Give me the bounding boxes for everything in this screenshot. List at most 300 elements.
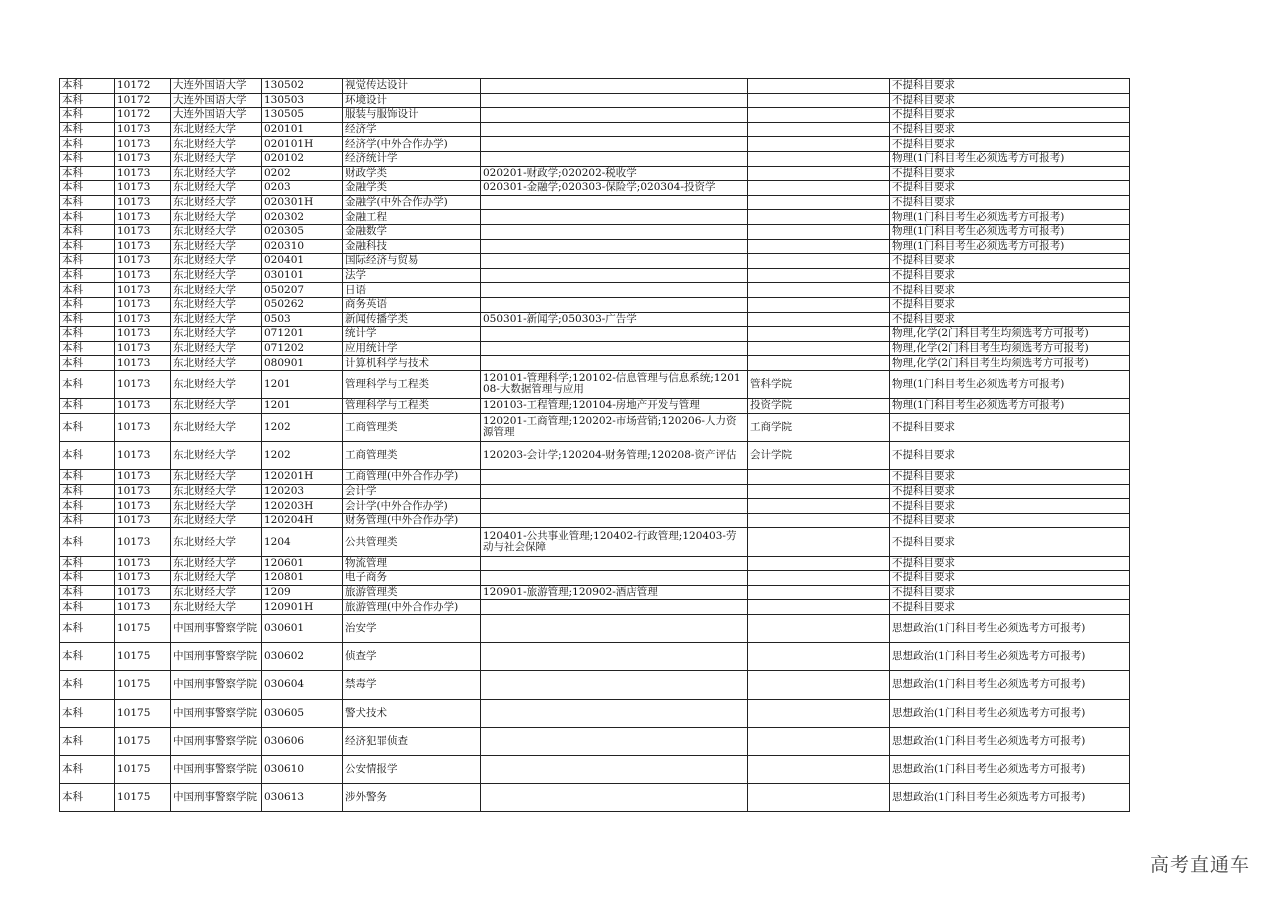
- major-name-cell: 涉外警务: [343, 784, 481, 812]
- major-code-cell: 120601: [262, 556, 343, 571]
- school-name-cell: 中国刑事警察学院: [171, 784, 262, 812]
- requirement-cell: 不提科目要求: [890, 571, 1130, 586]
- school-code-cell: 10175: [115, 784, 171, 812]
- major-code-cell: 020301H: [262, 195, 343, 210]
- school-code-cell: 10173: [115, 571, 171, 586]
- major-name-cell: 国际经济与贸易: [343, 254, 481, 269]
- level-cell: 本科: [60, 341, 115, 356]
- college-cell: [748, 268, 890, 283]
- major-name-cell: 管理科学与工程类: [343, 370, 481, 398]
- level-cell: 本科: [60, 585, 115, 600]
- requirement-cell: 不提科目要求: [890, 585, 1130, 600]
- school-name-cell: 东北财经大学: [171, 268, 262, 283]
- included-majors-cell: [481, 614, 748, 642]
- major-code-cell: 020101H: [262, 137, 343, 152]
- school-code-cell: 10173: [115, 556, 171, 571]
- college-cell: [748, 727, 890, 755]
- included-majors-cell: [481, 784, 748, 812]
- table-row: [60, 556, 1130, 571]
- college-cell: [748, 254, 890, 269]
- school-name-cell: 东北财经大学: [171, 556, 262, 571]
- school-name-cell: 东北财经大学: [171, 283, 262, 298]
- school-code-cell: 10173: [115, 181, 171, 196]
- requirement-cell: 物理,化学(2门科目考生均须选考方可报考): [890, 356, 1130, 371]
- requirement-cell: 不提科目要求: [890, 108, 1130, 123]
- school-name-cell: 东北财经大学: [171, 122, 262, 137]
- included-majors-cell: [481, 671, 748, 699]
- school-name-cell: 东北财经大学: [171, 600, 262, 615]
- included-majors-cell: [481, 699, 748, 727]
- major-name-cell: 警犬技术: [343, 699, 481, 727]
- school-code-cell: 10173: [115, 441, 171, 469]
- table-row: [60, 151, 1130, 166]
- requirement-cell: 不提科目要求: [890, 79, 1130, 94]
- included-majors-cell: 050301-新闻学;050303-广告学: [481, 312, 748, 327]
- table-row: [60, 108, 1130, 123]
- level-cell: 本科: [60, 755, 115, 783]
- level-cell: 本科: [60, 268, 115, 283]
- table-row: [60, 484, 1130, 499]
- school-code-cell: 10172: [115, 108, 171, 123]
- major-code-cell: 0203: [262, 181, 343, 196]
- major-code-cell: 050262: [262, 297, 343, 312]
- college-cell: [748, 614, 890, 642]
- school-code-cell: 10173: [115, 341, 171, 356]
- major-code-cell: 071202: [262, 341, 343, 356]
- major-name-cell: 日语: [343, 283, 481, 298]
- college-cell: [748, 108, 890, 123]
- major-code-cell: 1202: [262, 441, 343, 469]
- level-cell: 本科: [60, 441, 115, 469]
- requirement-cell: 物理(1门科目考生必须选考方可报考): [890, 224, 1130, 239]
- level-cell: 本科: [60, 727, 115, 755]
- table-row: [60, 224, 1130, 239]
- level-cell: 本科: [60, 643, 115, 671]
- school-name-cell: 东北财经大学: [171, 356, 262, 371]
- school-code-cell: 10173: [115, 585, 171, 600]
- school-code-cell: 10173: [115, 195, 171, 210]
- level-cell: 本科: [60, 224, 115, 239]
- level-cell: 本科: [60, 484, 115, 499]
- school-code-cell: 10175: [115, 671, 171, 699]
- college-cell: [748, 585, 890, 600]
- college-cell: [748, 356, 890, 371]
- school-name-cell: 东北财经大学: [171, 413, 262, 441]
- college-cell: [748, 283, 890, 298]
- school-name-cell: 东北财经大学: [171, 151, 262, 166]
- included-majors-cell: [481, 151, 748, 166]
- level-cell: 本科: [60, 210, 115, 225]
- college-cell: [748, 499, 890, 514]
- major-name-cell: 环境设计: [343, 93, 481, 108]
- requirement-cell: 不提科目要求: [890, 254, 1130, 269]
- school-code-cell: 10173: [115, 327, 171, 342]
- major-code-cell: 030606: [262, 727, 343, 755]
- college-cell: [748, 571, 890, 586]
- requirement-cell: 不提科目要求: [890, 297, 1130, 312]
- major-code-cell: 0503: [262, 312, 343, 327]
- major-name-cell: 统计学: [343, 327, 481, 342]
- level-cell: 本科: [60, 297, 115, 312]
- level-cell: 本科: [60, 356, 115, 371]
- major-code-cell: 130502: [262, 79, 343, 94]
- college-cell: [748, 166, 890, 181]
- table-row: [60, 327, 1130, 342]
- requirement-cell: 不提科目要求: [890, 166, 1130, 181]
- college-cell: [748, 556, 890, 571]
- school-code-cell: 10175: [115, 614, 171, 642]
- level-cell: 本科: [60, 151, 115, 166]
- major-code-cell: 030605: [262, 699, 343, 727]
- watermark-text: 高考直通车: [1149, 854, 1250, 876]
- requirement-cell: 不提科目要求: [890, 528, 1130, 556]
- major-name-cell: 新闻传播学类: [343, 312, 481, 327]
- level-cell: 本科: [60, 181, 115, 196]
- level-cell: 本科: [60, 600, 115, 615]
- requirement-cell: 思想政治(1门科目考生必须选考方可报考): [890, 614, 1130, 642]
- table-row: [60, 122, 1130, 137]
- school-name-cell: 中国刑事警察学院: [171, 671, 262, 699]
- table-row: [60, 283, 1130, 298]
- requirement-cell: 不提科目要求: [890, 195, 1130, 210]
- major-name-cell: 电子商务: [343, 571, 481, 586]
- level-cell: 本科: [60, 571, 115, 586]
- requirement-cell: 不提科目要求: [890, 122, 1130, 137]
- school-name-cell: 东北财经大学: [171, 571, 262, 586]
- major-name-cell: 计算机科学与技术: [343, 356, 481, 371]
- school-code-cell: 10173: [115, 413, 171, 441]
- level-cell: 本科: [60, 671, 115, 699]
- major-code-cell: 030613: [262, 784, 343, 812]
- level-cell: 本科: [60, 528, 115, 556]
- major-name-cell: 旅游管理类: [343, 585, 481, 600]
- school-code-cell: 10173: [115, 210, 171, 225]
- school-name-cell: 东北财经大学: [171, 399, 262, 414]
- school-code-cell: 10173: [115, 283, 171, 298]
- major-code-cell: 120901H: [262, 600, 343, 615]
- school-name-cell: 大连外国语大学: [171, 79, 262, 94]
- level-cell: 本科: [60, 108, 115, 123]
- major-code-cell: 071201: [262, 327, 343, 342]
- major-name-cell: 物流管理: [343, 556, 481, 571]
- major-code-cell: 120801: [262, 571, 343, 586]
- major-name-cell: 财政学类: [343, 166, 481, 181]
- major-name-cell: 金融科技: [343, 239, 481, 254]
- school-name-cell: 东北财经大学: [171, 528, 262, 556]
- requirement-cell: 思想政治(1门科目考生必须选考方可报考): [890, 671, 1130, 699]
- table-row: [60, 370, 1130, 398]
- table-row: [60, 181, 1130, 196]
- major-code-cell: 080901: [262, 356, 343, 371]
- school-name-cell: 东北财经大学: [171, 499, 262, 514]
- college-cell: [748, 528, 890, 556]
- table-row: [60, 600, 1130, 615]
- requirement-cell: 不提科目要求: [890, 312, 1130, 327]
- school-name-cell: 东北财经大学: [171, 484, 262, 499]
- major-code-cell: 120203: [262, 484, 343, 499]
- table-row: [60, 166, 1130, 181]
- major-code-cell: 1202: [262, 413, 343, 441]
- level-cell: 本科: [60, 413, 115, 441]
- college-cell: 投资学院: [748, 399, 890, 414]
- included-majors-cell: 020201-财政学;020202-税收学: [481, 166, 748, 181]
- requirement-cell: 不提科目要求: [890, 600, 1130, 615]
- major-code-cell: 1204: [262, 528, 343, 556]
- major-name-cell: 工商管理(中外合作办学): [343, 470, 481, 485]
- major-code-cell: 120201H: [262, 470, 343, 485]
- school-code-cell: 10173: [115, 370, 171, 398]
- college-cell: [748, 643, 890, 671]
- included-majors-cell: 120103-工程管理;120104-房地产开发与管理: [481, 399, 748, 414]
- table-row: [60, 571, 1130, 586]
- major-name-cell: 经济统计学: [343, 151, 481, 166]
- level-cell: 本科: [60, 195, 115, 210]
- college-cell: [748, 484, 890, 499]
- major-name-cell: 金融学类: [343, 181, 481, 196]
- school-name-cell: 中国刑事警察学院: [171, 727, 262, 755]
- major-name-cell: 禁毒学: [343, 671, 481, 699]
- included-majors-cell: [481, 137, 748, 152]
- school-code-cell: 10173: [115, 484, 171, 499]
- enrollment-table: [59, 78, 1130, 812]
- level-cell: 本科: [60, 784, 115, 812]
- table-row: [60, 470, 1130, 485]
- requirement-cell: 物理(1门科目考生必须选考方可报考): [890, 151, 1130, 166]
- school-name-cell: 东北财经大学: [171, 312, 262, 327]
- school-name-cell: 东北财经大学: [171, 224, 262, 239]
- included-majors-cell: [481, 571, 748, 586]
- requirement-cell: 不提科目要求: [890, 470, 1130, 485]
- major-code-cell: 020305: [262, 224, 343, 239]
- included-majors-cell: [481, 297, 748, 312]
- table-row: [60, 297, 1130, 312]
- table-row: [60, 727, 1130, 755]
- school-code-cell: 10173: [115, 122, 171, 137]
- college-cell: [748, 137, 890, 152]
- requirement-cell: 思想政治(1门科目考生必须选考方可报考): [890, 643, 1130, 671]
- major-code-cell: 020310: [262, 239, 343, 254]
- table-row: [60, 755, 1130, 783]
- requirement-cell: 物理(1门科目考生必须选考方可报考): [890, 210, 1130, 225]
- school-code-cell: 10172: [115, 79, 171, 94]
- major-name-cell: 工商管理类: [343, 441, 481, 469]
- college-cell: [748, 470, 890, 485]
- table-row: [60, 699, 1130, 727]
- requirement-cell: 思想政治(1门科目考生必须选考方可报考): [890, 784, 1130, 812]
- college-cell: [748, 784, 890, 812]
- college-cell: 工商学院: [748, 413, 890, 441]
- school-code-cell: 10175: [115, 755, 171, 783]
- requirement-cell: 物理,化学(2门科目考生均须选考方可报考): [890, 341, 1130, 356]
- included-majors-cell: [481, 643, 748, 671]
- included-majors-cell: [481, 484, 748, 499]
- requirement-cell: 思想政治(1门科目考生必须选考方可报考): [890, 727, 1130, 755]
- major-code-cell: 030602: [262, 643, 343, 671]
- included-majors-cell: [481, 122, 748, 137]
- school-name-cell: 中国刑事警察学院: [171, 643, 262, 671]
- major-code-cell: 030604: [262, 671, 343, 699]
- major-name-cell: 经济犯罪侦查: [343, 727, 481, 755]
- table-row: [60, 585, 1130, 600]
- school-code-cell: 10172: [115, 93, 171, 108]
- college-cell: 管科学院: [748, 370, 890, 398]
- requirement-cell: 物理(1门科目考生必须选考方可报考): [890, 239, 1130, 254]
- requirement-cell: 物理(1门科目考生必须选考方可报考): [890, 399, 1130, 414]
- school-name-cell: 东北财经大学: [171, 370, 262, 398]
- school-name-cell: 东北财经大学: [171, 181, 262, 196]
- level-cell: 本科: [60, 499, 115, 514]
- major-code-cell: 130503: [262, 93, 343, 108]
- major-name-cell: 法学: [343, 268, 481, 283]
- table-row: [60, 513, 1130, 528]
- included-majors-cell: 120201-工商管理;120202-市场营销;120206-人力资源管理: [481, 413, 748, 441]
- school-code-cell: 10173: [115, 312, 171, 327]
- table-row: [60, 441, 1130, 469]
- included-majors-cell: [481, 210, 748, 225]
- table-row: [60, 399, 1130, 414]
- school-name-cell: 东北财经大学: [171, 166, 262, 181]
- school-code-cell: 10173: [115, 399, 171, 414]
- level-cell: 本科: [60, 137, 115, 152]
- level-cell: 本科: [60, 122, 115, 137]
- major-name-cell: 管理科学与工程类: [343, 399, 481, 414]
- major-name-cell: 应用统计学: [343, 341, 481, 356]
- table-row: [60, 671, 1130, 699]
- college-cell: [748, 79, 890, 94]
- school-name-cell: 东北财经大学: [171, 470, 262, 485]
- requirement-cell: 不提科目要求: [890, 93, 1130, 108]
- school-name-cell: 大连外国语大学: [171, 108, 262, 123]
- college-cell: [748, 224, 890, 239]
- major-code-cell: 030601: [262, 614, 343, 642]
- major-name-cell: 会计学: [343, 484, 481, 499]
- major-code-cell: 1201: [262, 370, 343, 398]
- requirement-cell: 不提科目要求: [890, 484, 1130, 499]
- major-code-cell: 020302: [262, 210, 343, 225]
- included-majors-cell: [481, 254, 748, 269]
- college-cell: [748, 93, 890, 108]
- included-majors-cell: [481, 727, 748, 755]
- school-code-cell: 10173: [115, 297, 171, 312]
- school-name-cell: 中国刑事警察学院: [171, 755, 262, 783]
- requirement-cell: 不提科目要求: [890, 413, 1130, 441]
- school-code-cell: 10175: [115, 699, 171, 727]
- included-majors-cell: [481, 600, 748, 615]
- major-name-cell: 财务管理(中外合作办学): [343, 513, 481, 528]
- college-cell: [748, 699, 890, 727]
- major-code-cell: 020101: [262, 122, 343, 137]
- school-name-cell: 东北财经大学: [171, 239, 262, 254]
- major-code-cell: 0202: [262, 166, 343, 181]
- requirement-cell: 思想政治(1门科目考生必须选考方可报考): [890, 699, 1130, 727]
- requirement-cell: 不提科目要求: [890, 556, 1130, 571]
- level-cell: 本科: [60, 283, 115, 298]
- requirement-cell: 物理,化学(2门科目考生均须选考方可报考): [890, 327, 1130, 342]
- included-majors-cell: [481, 268, 748, 283]
- included-majors-cell: [481, 470, 748, 485]
- college-cell: [748, 151, 890, 166]
- major-name-cell: 公共管理类: [343, 528, 481, 556]
- major-code-cell: 030610: [262, 755, 343, 783]
- college-cell: [748, 513, 890, 528]
- level-cell: 本科: [60, 166, 115, 181]
- school-code-cell: 10173: [115, 166, 171, 181]
- major-code-cell: 020102: [262, 151, 343, 166]
- requirement-cell: 不提科目要求: [890, 268, 1130, 283]
- school-name-cell: 东北财经大学: [171, 210, 262, 225]
- major-code-cell: 020401: [262, 254, 343, 269]
- major-name-cell: 金融数学: [343, 224, 481, 239]
- table-row: [60, 784, 1130, 812]
- college-cell: [748, 239, 890, 254]
- college-cell: [748, 312, 890, 327]
- school-name-cell: 东北财经大学: [171, 327, 262, 342]
- included-majors-cell: [481, 239, 748, 254]
- major-name-cell: 公安情报学: [343, 755, 481, 783]
- included-majors-cell: [481, 341, 748, 356]
- school-code-cell: 10173: [115, 499, 171, 514]
- school-code-cell: 10173: [115, 137, 171, 152]
- school-code-cell: 10173: [115, 600, 171, 615]
- included-majors-cell: [481, 356, 748, 371]
- major-name-cell: 治安学: [343, 614, 481, 642]
- school-name-cell: 大连外国语大学: [171, 93, 262, 108]
- table-row: [60, 79, 1130, 94]
- table-row: [60, 195, 1130, 210]
- included-majors-cell: [481, 79, 748, 94]
- level-cell: 本科: [60, 312, 115, 327]
- level-cell: 本科: [60, 399, 115, 414]
- major-name-cell: 旅游管理(中外合作办学): [343, 600, 481, 615]
- college-cell: [748, 181, 890, 196]
- table-row: [60, 268, 1130, 283]
- table-row: [60, 614, 1130, 642]
- college-cell: [748, 122, 890, 137]
- table-row: [60, 239, 1130, 254]
- school-code-cell: 10173: [115, 356, 171, 371]
- school-code-cell: 10173: [115, 513, 171, 528]
- level-cell: 本科: [60, 93, 115, 108]
- included-majors-cell: [481, 327, 748, 342]
- included-majors-cell: [481, 499, 748, 514]
- major-code-cell: 050207: [262, 283, 343, 298]
- table-row: [60, 254, 1130, 269]
- included-majors-cell: [481, 195, 748, 210]
- major-code-cell: 1209: [262, 585, 343, 600]
- college-cell: [748, 297, 890, 312]
- table-row: [60, 137, 1130, 152]
- school-code-cell: 10173: [115, 239, 171, 254]
- school-code-cell: 10173: [115, 254, 171, 269]
- school-code-cell: 10175: [115, 643, 171, 671]
- college-cell: [748, 755, 890, 783]
- college-cell: [748, 327, 890, 342]
- included-majors-cell: [481, 283, 748, 298]
- college-cell: [748, 195, 890, 210]
- requirement-cell: 不提科目要求: [890, 499, 1130, 514]
- school-code-cell: 10173: [115, 151, 171, 166]
- included-majors-cell: [481, 556, 748, 571]
- major-name-cell: 金融工程: [343, 210, 481, 225]
- school-name-cell: 中国刑事警察学院: [171, 699, 262, 727]
- major-name-cell: 服装与服饰设计: [343, 108, 481, 123]
- major-code-cell: 130505: [262, 108, 343, 123]
- college-cell: [748, 341, 890, 356]
- school-code-cell: 10173: [115, 268, 171, 283]
- school-name-cell: 东北财经大学: [171, 137, 262, 152]
- level-cell: 本科: [60, 370, 115, 398]
- included-majors-cell: 120901-旅游管理;120902-酒店管理: [481, 585, 748, 600]
